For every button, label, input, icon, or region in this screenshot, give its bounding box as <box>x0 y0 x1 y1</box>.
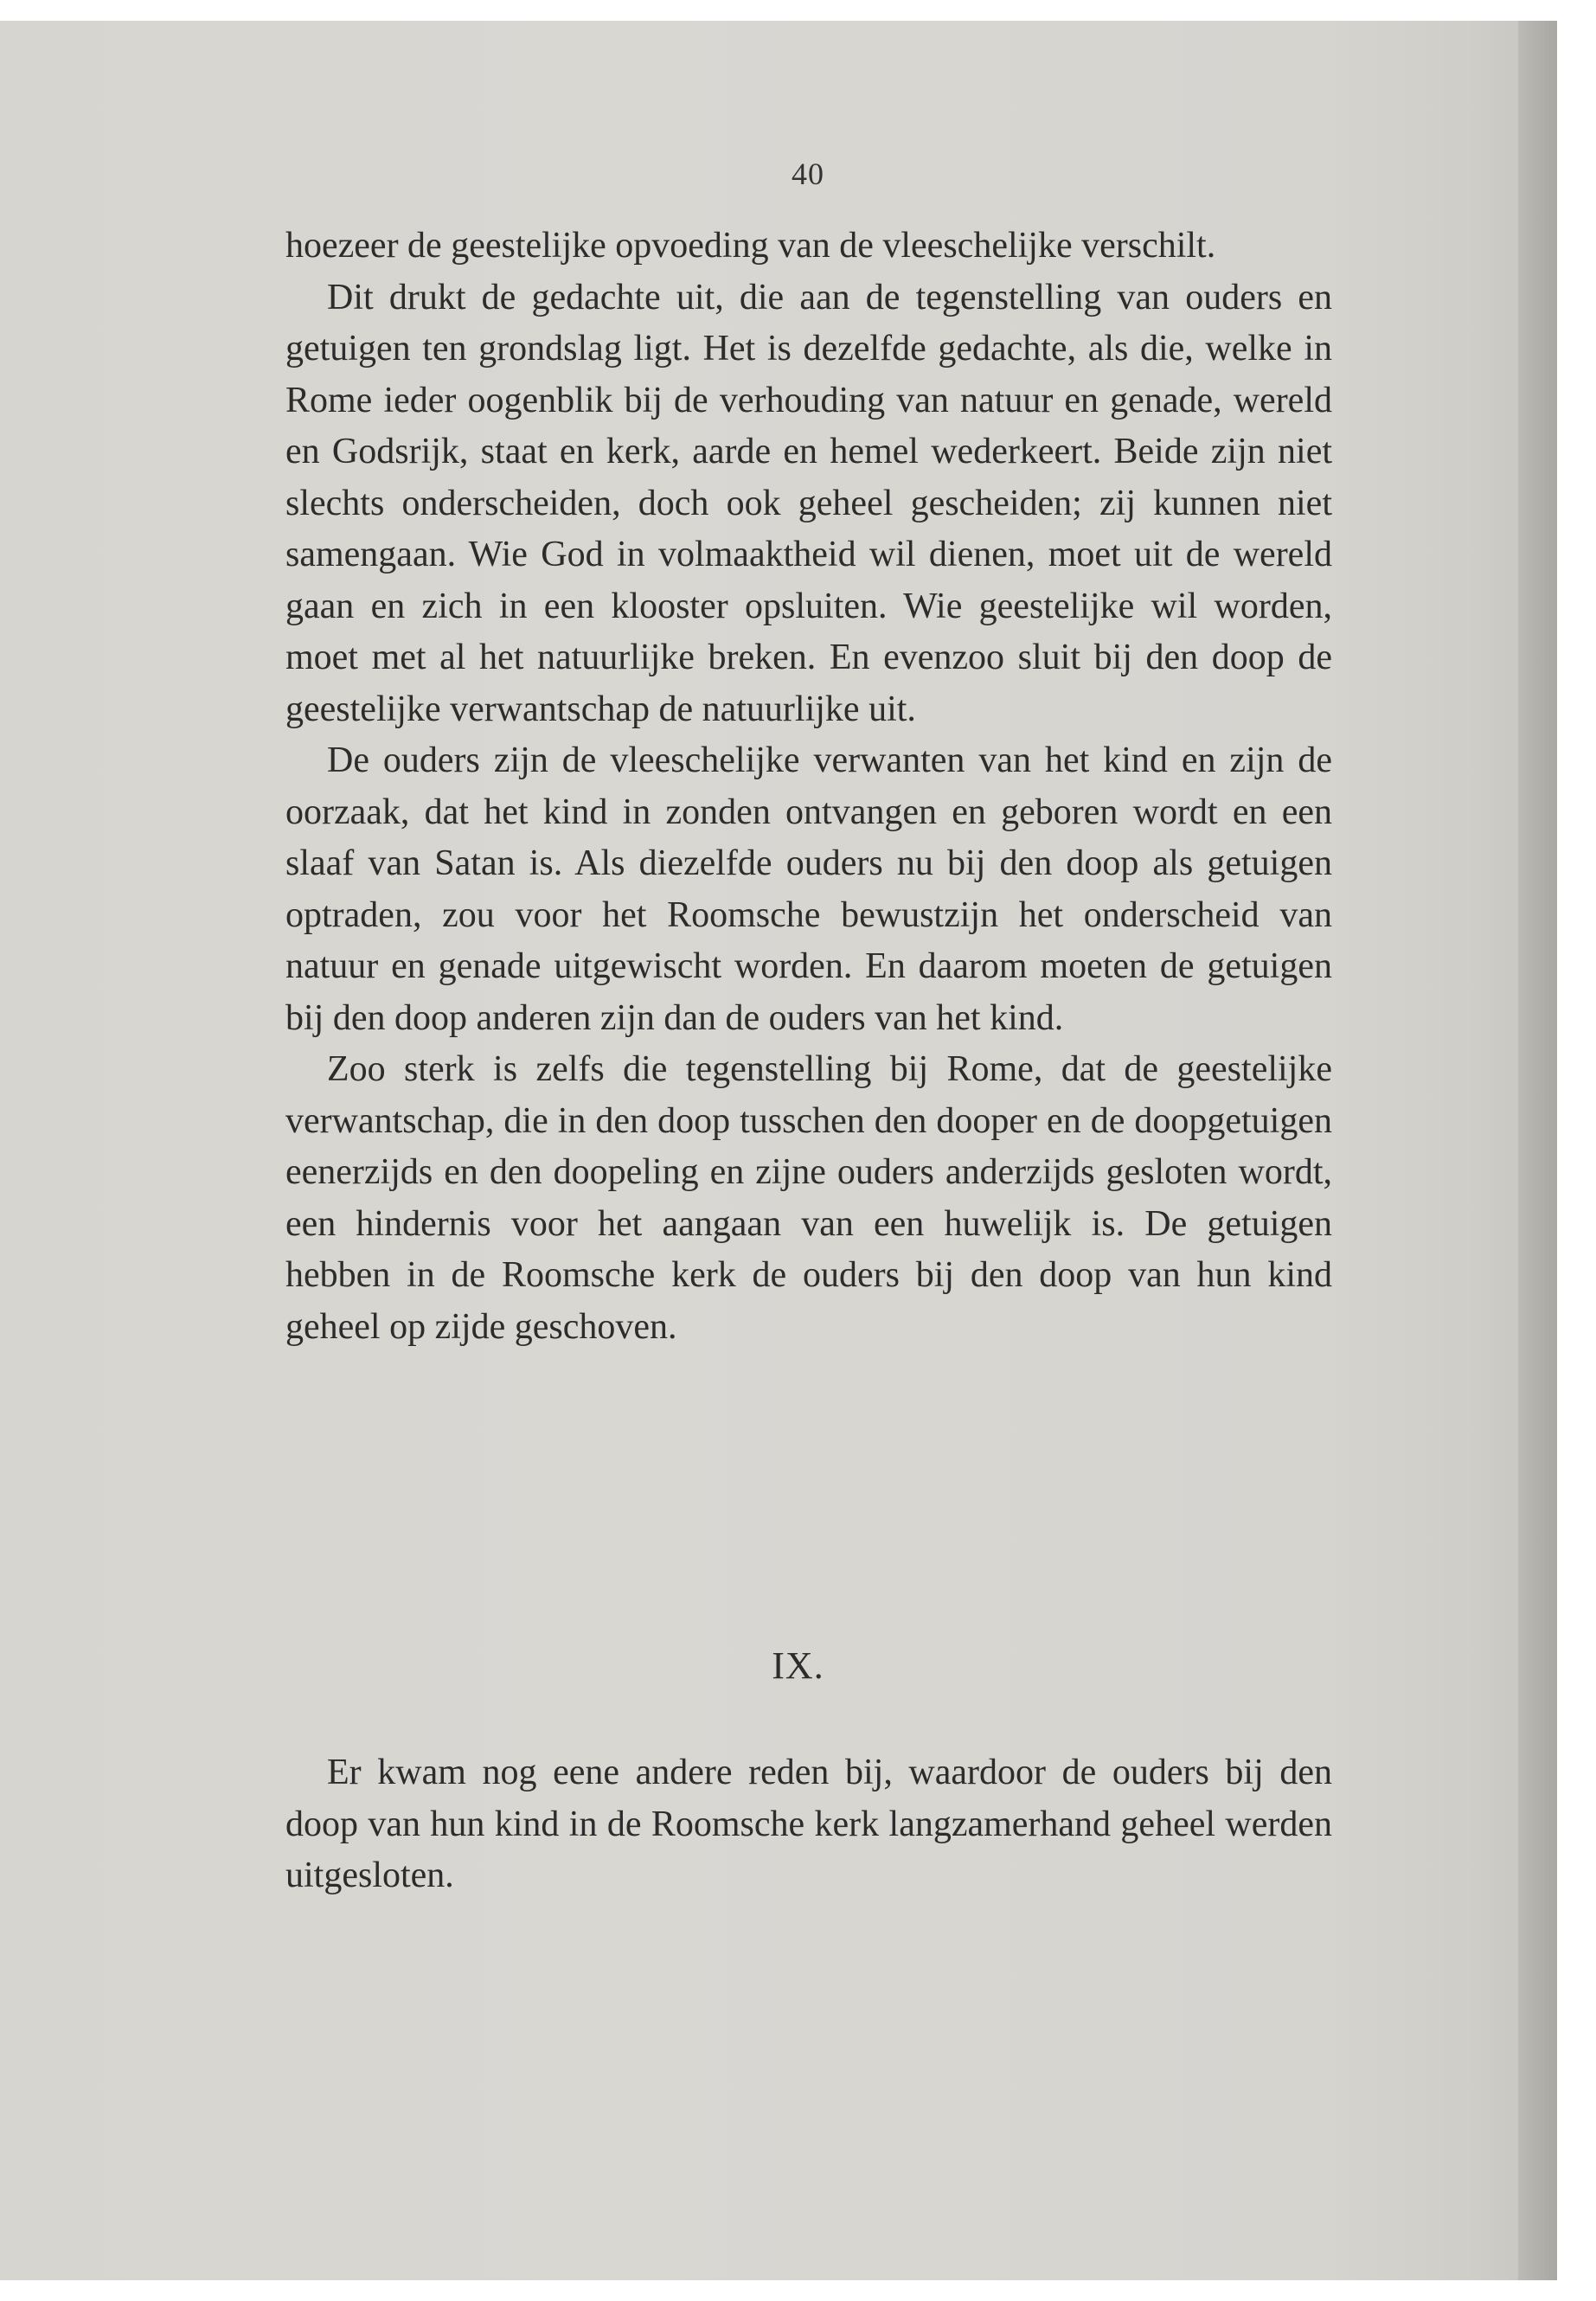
paragraph-ouders: De ouders zijn de vleeschelijke verwanten van het kind en zijn de oorzaak, dat het kind in zonden ontvangen en geboren wordt en een slaaf van Satan is. Als diezelfde ouders nu bij den doop als getuigen optraden, zou voor het Roomsche bewustzijn het onderscheid van natuur en genade uitgewischt worden. En daarom moeten de getuigen bij den doop anderen zijn dan de ouders van het kind. <box>285 740 1332 1038</box>
paragraph-continuation: hoezeer de geestelijke opvoeding van de vleeschelijke verschilt. <box>285 226 1216 266</box>
page-number: 40 <box>792 157 824 191</box>
book-spine-shadow <box>1518 21 1557 2280</box>
main-text <box>285 221 1332 1353</box>
section-text <box>285 1747 1332 1902</box>
section-heading: IX. <box>772 1644 824 1687</box>
paragraph-tegenstelling: Dit drukt de gedachte uit, die aan de tegenstelling van ouders en getuigen ten grondslag ligt. Het is dezelfde gedachte, als die, welke in Rome ieder oogenblik bij de verhouding van natuur en genade, wereld en Godsrijk, staat en kerk, aarde en hemel wederkeert. Beide zijn niet slechts onderscheiden, doch ook geheel gescheiden; zij kunnen niet samengaan. Wie God in volmaaktheid wil dienen, moet uit de wereld gaan en zich in een klooster opsluiten. Wie geestelijke wil worden, moet met al het natuurlijke breken. En evenzoo sluit bij den doop de geestelijke verwantschap de natuurlijke uit. <box>285 277 1332 729</box>
paragraph-section-ix: Er kwam nog eene andere reden bij, waardoor de ouders bij den doop van hun kind in de Roomsche kerk langzamerhand geheel werden uitgesloten. <box>285 1753 1332 1895</box>
paragraph-zoo-sterk: Zoo sterk is zelfs die tegenstelling bij Rome, dat de geestelijke verwantschap, die in den doop tusschen den dooper en de doopgetuigen eenerzijds en den doopeling en zijne ouders anderzijds gesloten wordt, een hindernis voor het aangaan van een huwelijk is. De getuigen hebben in de Roomsche kerk de ouders bij den doop van hun kind geheel op zijde geschoven. <box>285 1049 1332 1347</box>
